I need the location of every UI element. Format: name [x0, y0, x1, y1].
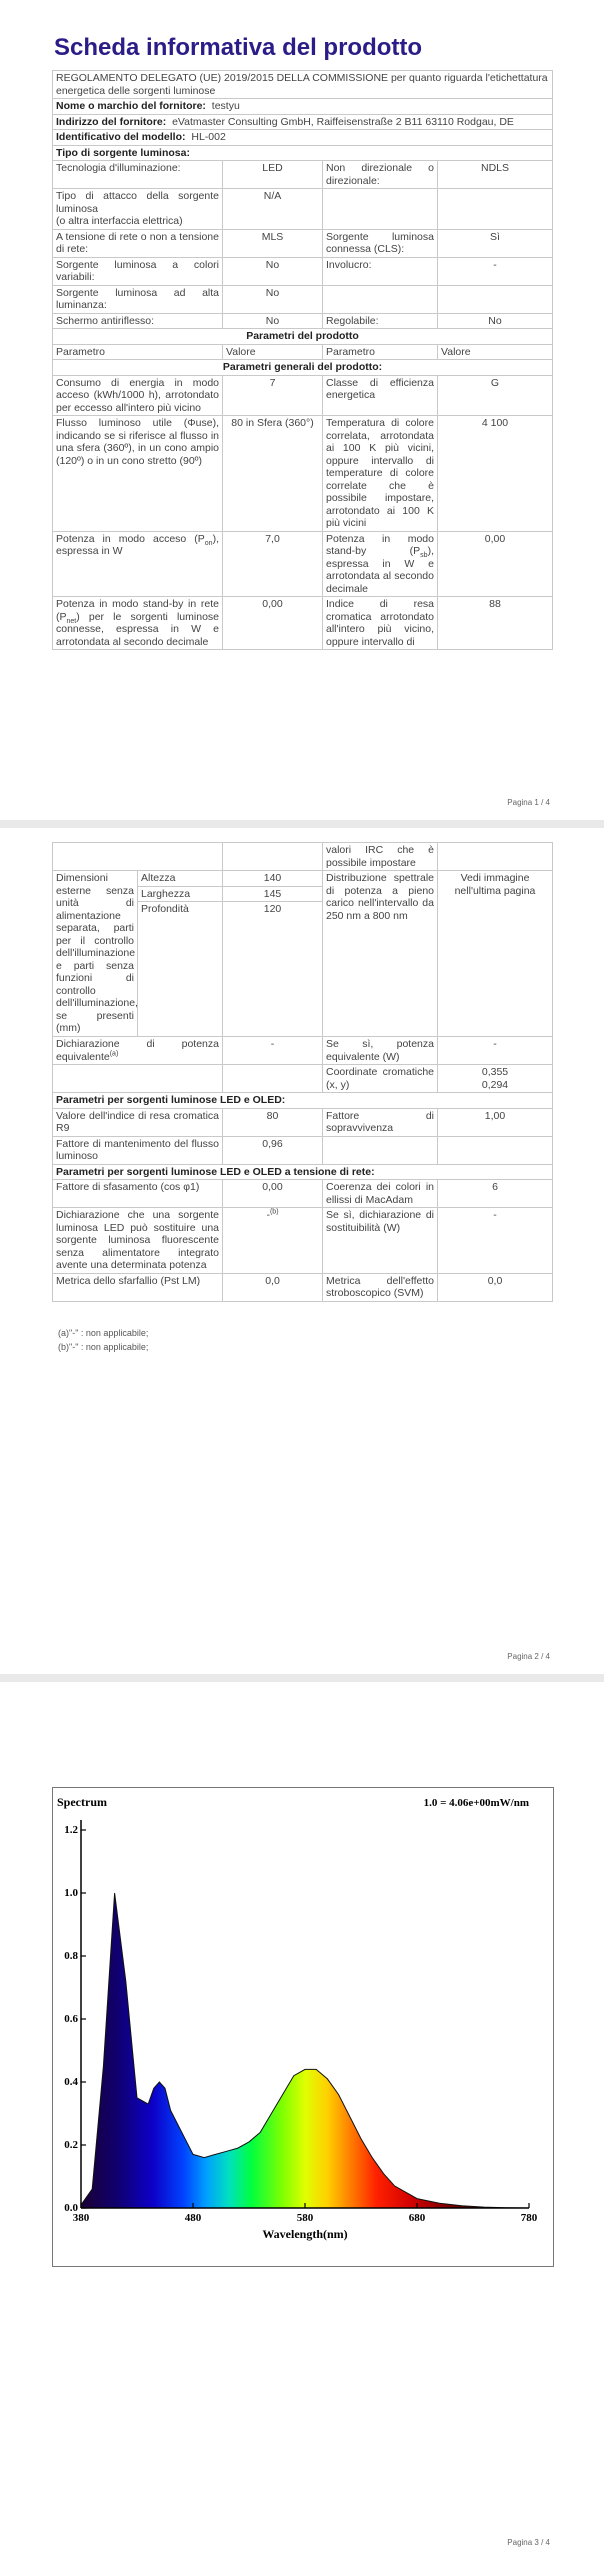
led-mains-param-param-label-2: Se sì, dichiarazione di sostituibilità (W): [323, 1208, 438, 1274]
general-param-param-label-2: Potenza in modo stand-by $(P_{sb})$, espressa in W e arrotondata al secondo decimale: [323, 531, 438, 597]
spectrum-chart: [52, 1787, 554, 2267]
supplier-row: [53, 99, 553, 115]
dim-label-height: Altezza: [138, 871, 223, 887]
product-sheet-table-p1: [52, 70, 553, 650]
led-mains-param-param-value: 0,00: [223, 1180, 323, 1208]
page-2: [0, 828, 604, 1674]
source-type-param-label: Sorgente luminosa ad alta luminanza:: [53, 285, 223, 313]
model-label: Identificativo del modello:: [56, 131, 186, 143]
source-type-param-value-2: No: [438, 313, 553, 329]
power-param-param-label: [53, 1065, 223, 1093]
params-header: Parametri del prodotto: [53, 329, 553, 345]
power-param-param-value: -: [223, 1037, 323, 1065]
cri-continued: valori IRC che è possibile impostare: [323, 843, 438, 871]
source-type-param-value-2: NDLS: [438, 161, 553, 189]
source-type-row: [53, 285, 553, 313]
col-header-value-1: Valore: [223, 344, 323, 360]
source-type-param-label: Sorgente luminosa a colori variabili:: [53, 257, 223, 285]
address-row: [53, 114, 553, 130]
x-tick-label: 580: [296, 2212, 314, 2224]
source-type-param-value: MLS: [223, 229, 323, 257]
model-value: HL-002: [191, 131, 226, 143]
led-param-param-label-2: [323, 1136, 438, 1164]
x-tick-label: 480: [184, 2212, 202, 2224]
address-value: eVatmaster Consulting GmbH, Raiffeisenstraße 2 B11 63110 Rodgau, DE: [172, 115, 514, 128]
page-number: Pagina 1 / 4: [507, 798, 550, 807]
general-param-param-label-2: Classe di efficienza energetica: [323, 375, 438, 416]
led-param-param-value-2: [438, 1136, 553, 1164]
led-mains-param-param-label-2: Metrica dell'effetto stroboscopico (SVM): [323, 1273, 438, 1301]
address-label: Indirizzo del fornitore:: [56, 115, 167, 128]
source-type-param-label: Tipo di attacco della sorgente luminosa (o altra interfaccia elettrica): [53, 189, 223, 230]
power-param-param-value-2: 0,355 0,294: [438, 1065, 553, 1093]
col-header-param-2: Parametro: [323, 344, 438, 360]
dim-value-depth: 120: [223, 902, 323, 1037]
led-mains-param-param-label: Dichiarazione che una sorgente luminosa LED può sostituire una sorgente luminosa fluorescente senza alimentatore integrato avente una determinata potenza: [53, 1208, 223, 1274]
led-mains-param-row: [53, 1180, 553, 1208]
general-param-param-label-2: Indice di resa cromatica arrotondato all'intero più vicino, oppure intervallo di: [323, 597, 438, 650]
supplier-value: testyu: [211, 100, 240, 112]
power-param-param-value-2: -: [438, 1037, 553, 1065]
chart-title: 1.0 = 4.06e+00mW/nm: [423, 1797, 529, 1809]
led-param-row: [53, 1136, 553, 1164]
led-param-param-label-2: Fattore di sopravvivenza: [323, 1108, 438, 1136]
led-mains-param-row: [53, 1273, 553, 1301]
led-param-param-value: 80: [223, 1108, 323, 1136]
led-param-param-value-2: 1,00: [438, 1108, 553, 1136]
x-tick-label: 380: [72, 2212, 90, 2224]
general-param-param-value-2: 4 100: [438, 416, 553, 532]
y-tick-label: 1.2: [64, 1824, 78, 1836]
source-type-param-label-2: [323, 189, 438, 230]
source-type-row: [53, 313, 553, 329]
model-row: [53, 130, 553, 146]
page-1: [0, 0, 604, 820]
x-tick-label: 680: [408, 2212, 426, 2224]
led-param-param-label: Fattore di mantenimento del flusso luminoso: [53, 1136, 223, 1164]
general-header: Parametri generali del prodotto:: [53, 360, 553, 376]
source-type-param-value: No: [223, 285, 323, 313]
led-mains-param-param-value-2: -: [438, 1208, 553, 1274]
led-mains-param-param-value-2: 0,0: [438, 1273, 553, 1301]
y-tick-label: 0.6: [64, 2013, 78, 2025]
spectral-distribution-value: Vedi immagine nell'ultima pagina: [438, 871, 553, 1037]
page-3: [0, 1682, 604, 2560]
led-mains-param-param-label: Metrica dello sfarfallio (Pst LM): [53, 1273, 223, 1301]
source-type-param-value-2: -: [438, 257, 553, 285]
general-param-row: [53, 375, 553, 416]
general-param-row: [53, 597, 553, 650]
general-param-param-label: Flusso luminoso utile (Φuse), indicando se si riferisce al flusso in una sfera (360º), in un cono ampio (120º) o in un cono stretto (90º): [53, 416, 223, 532]
general-param-param-value: 7: [223, 375, 323, 416]
source-type-header: Tipo di sorgente luminosa:: [53, 145, 553, 161]
led-param-row: [53, 1108, 553, 1136]
dim-label-width: Larghezza: [138, 886, 223, 902]
power-param-param-label: Dichiarazione di potenza equivalente$^{(a)}$: [53, 1037, 223, 1065]
col-header-param-1: Parametro: [53, 344, 223, 360]
x-axis-title: Wavelength(nm): [262, 2227, 348, 2241]
dim-label-depth: Profondità: [138, 902, 223, 1037]
product-sheet-table-p2: [52, 842, 553, 1302]
source-type-param-value-2: Sì: [438, 229, 553, 257]
general-param-param-label: Potenza in modo acceso $(P_{on})$, espressa in W: [53, 531, 223, 597]
y-tick-label: 0.0: [64, 2202, 78, 2214]
led-mains-param-param-label: Fattore di sfasamento (cos φ1): [53, 1180, 223, 1208]
source-type-param-label-2: Non direzionale o direzionale:: [323, 161, 438, 189]
spectrum-chart-svg: [53, 1788, 553, 2266]
source-type-param-label-2: Regolabile:: [323, 313, 438, 329]
general-param-row: [53, 531, 553, 597]
spectral-distribution-label: Distribuzione spettrale di potenza a pieno carico nell'intervallo da 250 nm a 800 nm: [323, 871, 438, 1037]
y-tick-label: 0.2: [64, 2139, 78, 2151]
source-type-param-value: LED: [223, 161, 323, 189]
source-type-param-label: A tensione di rete o non a tensione di rete:: [53, 229, 223, 257]
source-type-param-label-2: [323, 285, 438, 313]
power-param-param-value: [223, 1065, 323, 1093]
source-type-param-value-2: [438, 285, 553, 313]
y-tick-label: 1.0: [64, 1887, 78, 1899]
general-param-param-value: 80 in Sfera (360°): [223, 416, 323, 532]
document-title: Scheda informativa del prodotto: [54, 34, 423, 61]
source-type-param-label: Tecnologia d'illuminazione:: [53, 161, 223, 189]
source-type-row: [53, 229, 553, 257]
spectrum-area: [81, 1893, 529, 2208]
source-type-param-value: No: [223, 257, 323, 285]
page-number: Pagina 2 / 4: [507, 1652, 550, 1661]
source-type-param-label-2: Sorgente luminosa connessa (CLS):: [323, 229, 438, 257]
source-type-row: [53, 161, 553, 189]
x-tick-label: 780: [520, 2212, 538, 2224]
source-type-param-label-2: Involucro:: [323, 257, 438, 285]
source-type-row: [53, 189, 553, 230]
power-param-param-label-2: Coordinate cromatiche (x, y): [323, 1065, 438, 1093]
led-mains-header: Parametri per sorgenti luminose LED e OLED a tensione di rete:: [53, 1164, 553, 1180]
source-type-param-value-2: [438, 189, 553, 230]
led-mains-param-param-value: -$^{(b)}$: [223, 1208, 323, 1274]
source-type-row: [53, 257, 553, 285]
footnote-a: (a)"-" : non applicabile;: [58, 1328, 149, 1338]
dimensions-label: Dimensioni esterne senza unità di alimentazione separata, parti per il controllo dell'illuminazione e parti senza funzioni di controllo dell'illuminazione, se presenti (mm): [53, 871, 138, 1037]
dim-value-width: 145: [223, 886, 323, 902]
supplier-label: Nome o marchio del fornitore:: [56, 100, 206, 112]
source-type-param-value: No: [223, 313, 323, 329]
led-mains-param-row: [53, 1208, 553, 1274]
led-mains-param-param-label-2: Coerenza dei colori in ellissi di MacAdam: [323, 1180, 438, 1208]
page-number: Pagina 3 / 4: [507, 2538, 550, 2547]
general-param-param-label: Potenza in modo stand-by in rete $(P_{net})$ per le sorgenti luminose connesse, espressa in W e arrotondata al secondo decimale: [53, 597, 223, 650]
power-param-row: [53, 1037, 553, 1065]
y-axis-title: Spectrum: [57, 1795, 107, 1809]
led-param-param-label: Valore dell'indice di resa cromatica R9: [53, 1108, 223, 1136]
general-param-param-value: 7,0: [223, 531, 323, 597]
source-type-param-label: Schermo antiriflesso:: [53, 313, 223, 329]
source-type-param-value: N/A: [223, 189, 323, 230]
y-tick-label: 0.8: [64, 1950, 78, 1962]
general-param-param-value-2: G: [438, 375, 553, 416]
led-header: Parametri per sorgenti luminose LED e OLED:: [53, 1093, 553, 1109]
led-param-param-value: 0,96: [223, 1136, 323, 1164]
col-header-value-2: Valore: [438, 344, 553, 360]
led-mains-param-param-value: 0,0: [223, 1273, 323, 1301]
y-tick-label: 0.4: [64, 2076, 78, 2088]
general-param-param-label: Consumo di energia in modo acceso (kWh/1000 h), arrotondato per eccesso all'intero più vicino: [53, 375, 223, 416]
led-mains-param-param-value-2: 6: [438, 1180, 553, 1208]
power-param-row: [53, 1065, 553, 1093]
regulation-text: REGOLAMENTO DELEGATO (UE) 2019/2015 DELLA COMMISSIONE per quanto riguarda l'etichettatura energetica delle sorgenti luminose: [53, 71, 553, 99]
footnote-b: (b)"-" : non applicabile;: [58, 1342, 149, 1352]
dim-value-height: 140: [223, 871, 323, 887]
general-param-row: [53, 416, 553, 532]
general-param-param-label-2: Temperatura di colore correlata, arrotondata ai 100 K più vicini, oppure intervallo di temperature di colore correlate che è possibile impostare, arrotondato ai 100 K più vicini: [323, 416, 438, 532]
general-param-param-value-2: 0,00: [438, 531, 553, 597]
general-param-param-value-2: 88: [438, 597, 553, 650]
power-param-param-label-2: Se sì, potenza equivalente (W): [323, 1037, 438, 1065]
general-param-param-value: 0,00: [223, 597, 323, 650]
